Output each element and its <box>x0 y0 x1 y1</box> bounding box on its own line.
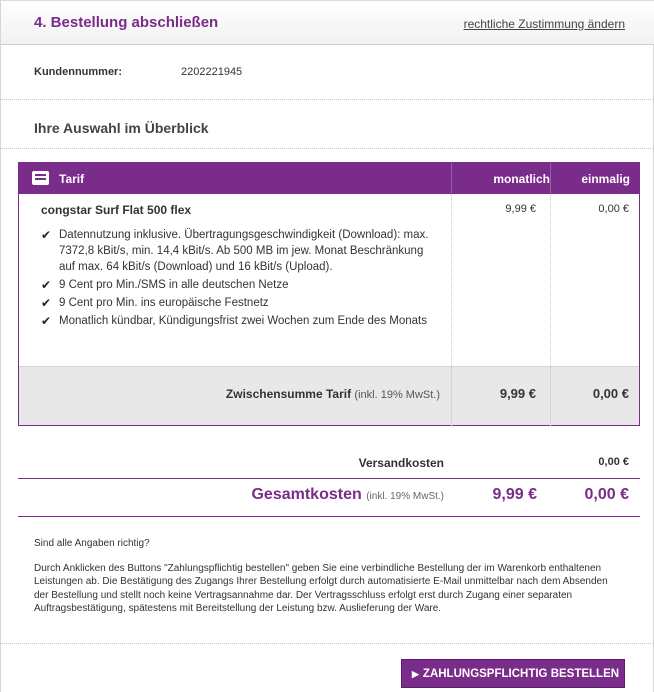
customer-number-row <box>1 45 654 100</box>
column-divider <box>451 194 452 366</box>
subtotal-vat-note: (inkl. 19% MwSt.) <box>354 389 440 401</box>
product-monthly-price: 9,99 € <box>505 203 536 215</box>
total-divider-bottom <box>18 516 640 517</box>
step-title: 4. Bestellung abschließen <box>34 14 219 31</box>
column-tarif: Tarif <box>59 172 85 186</box>
total-vat-note: (inkl. 19% MwSt.) <box>366 491 444 502</box>
overview-title: Ihre Auswahl im Überblick <box>34 120 209 136</box>
feature-text: 9 Cent pro Min. ins europäische Festnetz <box>59 297 269 309</box>
legal-text: Durch Anklicken des Buttons "Zahlungspflichtig bestellen" geben Sie eine verbindliche Bestellung der im Warenkorb enthaltenen Leistungen ab. Die Bestätigung des Zugangs Ihrer Bestellung erfolgt durch automatisierte E-Mail unmittelbar nach dem Absenden der Bestellung und stellt noch keine Vertragsannahme dar. Der Vertragsschluss erfolgt erst durch Zugang einer separaten Auftragsbestätigung, spätestens mit Bereitstellung der Leistung bzw. Auslieferung der Ware. <box>34 563 608 615</box>
subtotal-label-group <box>19 387 440 401</box>
feature-item <box>41 277 441 293</box>
checkmark-icon: ✔ <box>41 278 52 292</box>
shipping-label: Versandkosten <box>358 456 444 470</box>
product-once-price: 0,00 € <box>598 203 629 215</box>
subtotal-row <box>19 366 639 425</box>
place-order-button[interactable] <box>401 659 625 688</box>
feature-list <box>41 227 441 331</box>
total-monthly: 9,99 € <box>492 486 537 503</box>
feature-item <box>41 313 441 329</box>
feature-text: Datennutzung inklusive. Übertragungsgeschwindigkeit (Download): max. 7372,8 kBit/s, min. 14,4 kBit/s. Ab 500 MB im jew. Monat Beschränkung auf max. 64 kBit/s (Download) und 16 kBit/s (Upload). <box>59 229 429 273</box>
sim-card-icon <box>32 171 49 185</box>
divider <box>1 148 654 149</box>
arrow-right-icon: ▶ <box>412 668 419 679</box>
subtotal-monthly: 9,99 € <box>499 386 536 401</box>
feature-text: 9 Cent pro Min./SMS in alle deutschen Netze <box>59 279 289 291</box>
checkmark-icon: ✔ <box>41 228 52 242</box>
divider <box>1 643 654 644</box>
tariff-table <box>18 162 640 426</box>
feature-item <box>41 295 441 311</box>
confirm-question: Sind alle Angaben richtig? <box>34 538 150 549</box>
product-name: congstar Surf Flat 500 flex <box>41 203 192 217</box>
subtotal-label: Zwischensumme Tarif <box>225 387 352 401</box>
checkmark-icon: ✔ <box>41 314 52 328</box>
step-header <box>1 0 654 45</box>
subtotal-once: 0,00 € <box>592 386 629 401</box>
customer-number-value: 2202221945 <box>181 66 243 78</box>
feature-text: Monatlich kündbar, Kündigungsfrist zwei Wochen zum Ende des Monats <box>59 315 427 327</box>
total-divider-top <box>18 478 640 479</box>
total-label: Gesamtkosten <box>251 486 362 503</box>
total-label-group <box>18 486 444 504</box>
shipping-once: 0,00 € <box>598 456 629 468</box>
change-consent-link[interactable]: rechtliche Zustimmung ändern <box>463 17 625 31</box>
column-divider <box>550 194 551 366</box>
checkmark-icon: ✔ <box>41 296 52 310</box>
column-monthly: monatlich <box>493 172 550 186</box>
column-once: einmalig <box>581 172 630 186</box>
feature-item <box>41 227 441 275</box>
place-order-label: ZAHLUNGSPFLICHTIG BESTELLEN <box>422 667 620 680</box>
tariff-table-header <box>19 163 639 194</box>
customer-number-label: Kundennummer: <box>34 66 122 78</box>
total-once: 0,00 € <box>584 486 629 503</box>
